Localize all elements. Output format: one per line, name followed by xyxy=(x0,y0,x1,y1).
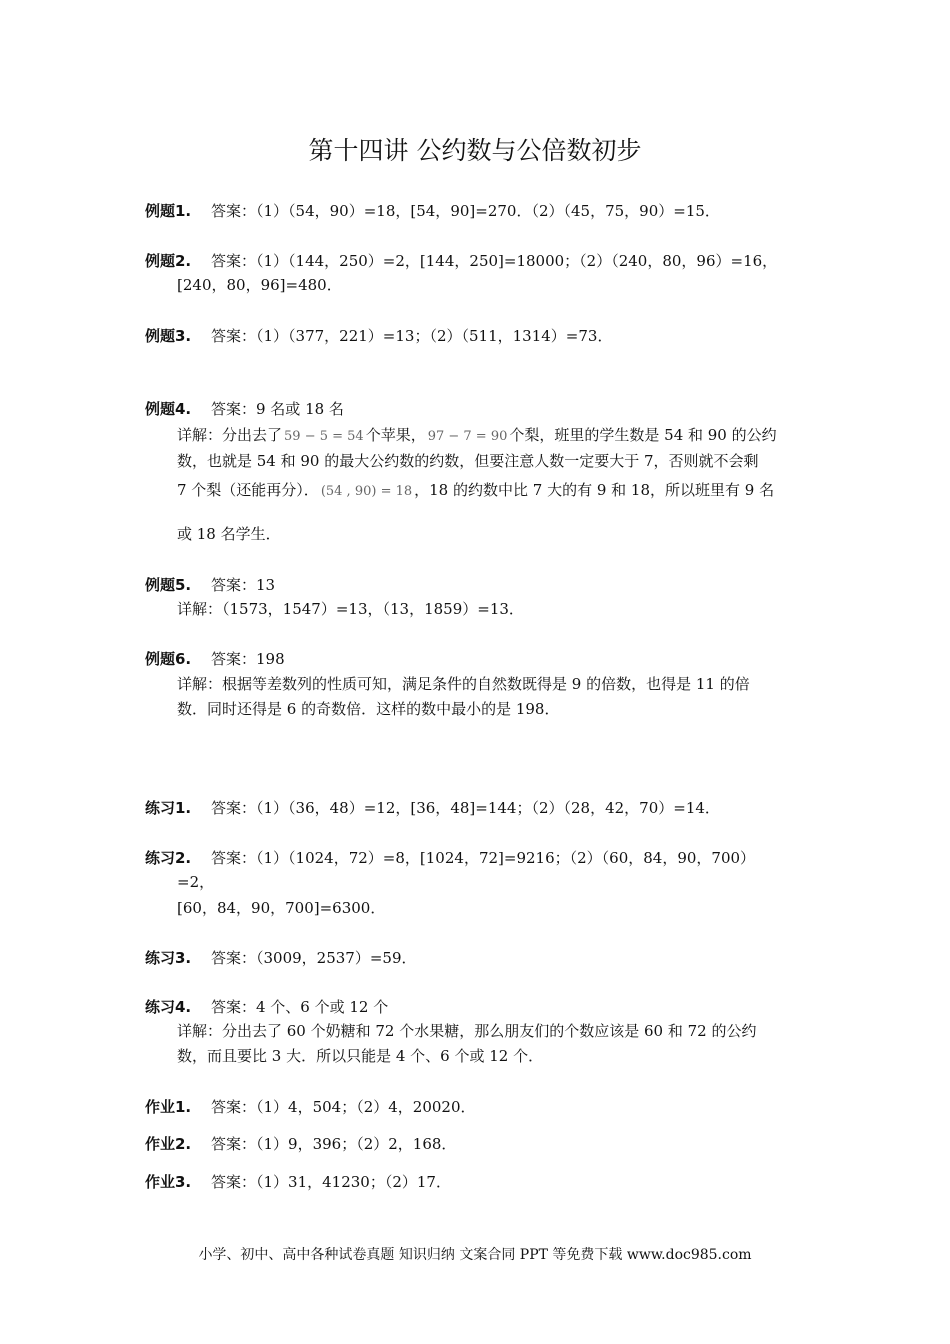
practice-2-continued-2: [60，84，90，700]=6300． xyxy=(177,899,386,917)
homework-2-answer: 答案：（1）9，396；（2）2，168． xyxy=(211,1135,457,1153)
practice-4-detail-line-1: 详解：分出去了 60 个奶糖和 72 个水果糖，那么朋友们的个数应该是 60 和 72 的公约 xyxy=(177,1022,757,1040)
equation-apples: 59 − 5 = 54 xyxy=(284,429,364,444)
example-6-answer: 答案：198 xyxy=(211,650,285,668)
detail-text: 个梨，班里的学生数是 54 和 90 的公约 xyxy=(509,426,777,444)
practice-1-answer: 答案：（1）（36，48）=12，[36，48]=144；（2）（28，42，70）=14． xyxy=(211,799,720,817)
example-6-detail-line-1: 详解：根据等差数列的性质可知，满足条件的自然数既得是 9 的倍数，也得是 11 的倍 xyxy=(177,675,750,693)
example-4-answer: 答案：9 名或 18 名 xyxy=(211,400,344,418)
example-6-label: 例题6. xyxy=(145,650,192,668)
example-5-detail: 详解：（1573，1547）=13，（13，1859）=13． xyxy=(177,600,524,618)
homework-3-answer: 答案：（1）31，41230；（2）17． xyxy=(211,1173,451,1191)
example-5 xyxy=(145,574,275,596)
detail-text: ，18 的约数中比 7 大的有 9 和 18，所以班里有 9 名 xyxy=(414,481,775,499)
example-4-detail-line-4: 或 18 名学生． xyxy=(177,525,281,543)
practice-4-answer: 答案：4 个、6 个或 12 个 xyxy=(211,998,389,1016)
detail-text: 7 个梨（还能再分）． xyxy=(177,481,319,499)
example-4-detail-line-2: 数，也就是 54 和 90 的最大公约数的约数，但要注意人数一定要大于 7，否则就不会剩 xyxy=(177,452,759,470)
detail-text: 个苹果， xyxy=(365,426,426,444)
practice-1-label: 练习1. xyxy=(145,799,192,817)
practice-2-answer: 答案：（1）（1024，72）=8，[1024，72]=9216；（2）（60，84，90，700） xyxy=(211,849,756,867)
practice-2-label: 练习2. xyxy=(145,849,192,867)
practice-4-detail-line-2: 数，而且要比 3 大．所以只能是 4 个、6 个或 12 个． xyxy=(177,1047,544,1065)
homework-2 xyxy=(145,1133,456,1155)
practice-4 xyxy=(145,996,388,1018)
example-4 xyxy=(145,398,344,420)
example-2 xyxy=(145,250,777,272)
practice-2-continued-1: =2， xyxy=(177,873,215,891)
page-title: 第十四讲 公约数与公倍数初步 xyxy=(308,136,642,165)
example-5-answer: 答案：13 xyxy=(211,576,276,594)
example-5-label: 例题5. xyxy=(145,576,192,594)
equation-pears: 97 − 7 = 90 xyxy=(427,429,508,444)
practice-3-answer: 答案：（3009，2537）=59． xyxy=(211,949,417,967)
practice-4-label: 练习4. xyxy=(145,998,192,1016)
example-6 xyxy=(145,648,285,670)
practice-3 xyxy=(145,947,417,969)
example-3 xyxy=(145,325,612,347)
homework-1-answer: 答案：（1）4，504；（2）4，20020． xyxy=(211,1098,476,1116)
example-4-label: 例题4. xyxy=(145,400,192,418)
homework-1-label: 作业1. xyxy=(145,1098,192,1116)
practice-1 xyxy=(145,797,720,819)
detail-text: 详解：分出去了 xyxy=(177,426,283,444)
homework-1 xyxy=(145,1096,476,1118)
example-2-continued: [240，80，96]=480． xyxy=(177,276,342,294)
page-footer: 小学、初中、高中各种试卷真题 知识归纳 文案合同 PPT 等免费下载 www.doc985.com xyxy=(198,1247,752,1263)
homework-3 xyxy=(145,1171,451,1193)
homework-2-label: 作业2. xyxy=(145,1135,192,1153)
homework-3-label: 作业3. xyxy=(145,1173,192,1191)
example-4-detail-line-3 xyxy=(177,479,774,503)
example-2-label: 例题2. xyxy=(145,252,192,270)
example-3-label: 例题3. xyxy=(145,327,192,345)
example-4-detail-line-1 xyxy=(177,424,777,448)
example-3-answer: 答案：（1）（377，221）=13；（2）（511，1314）=73． xyxy=(211,327,613,345)
example-2-answer: 答案：（1）（144，250）=2，[144，250]=18000；（2）（240，80，96）=16， xyxy=(211,252,778,270)
practice-3-label: 练习3. xyxy=(145,949,192,967)
example-1-answer: 答案：（1）（54，90）=18，[54，90]=270．（2）（45，75，90）=15． xyxy=(211,202,720,220)
example-1 xyxy=(145,200,720,222)
example-1-label: 例题1. xyxy=(145,202,192,220)
equation-gcd: (54 , 90) = 18 xyxy=(320,484,413,499)
practice-2 xyxy=(145,847,755,869)
example-6-detail-line-2: 数．同时还得是 6 的奇数倍．这样的数中最小的是 198． xyxy=(177,700,560,718)
